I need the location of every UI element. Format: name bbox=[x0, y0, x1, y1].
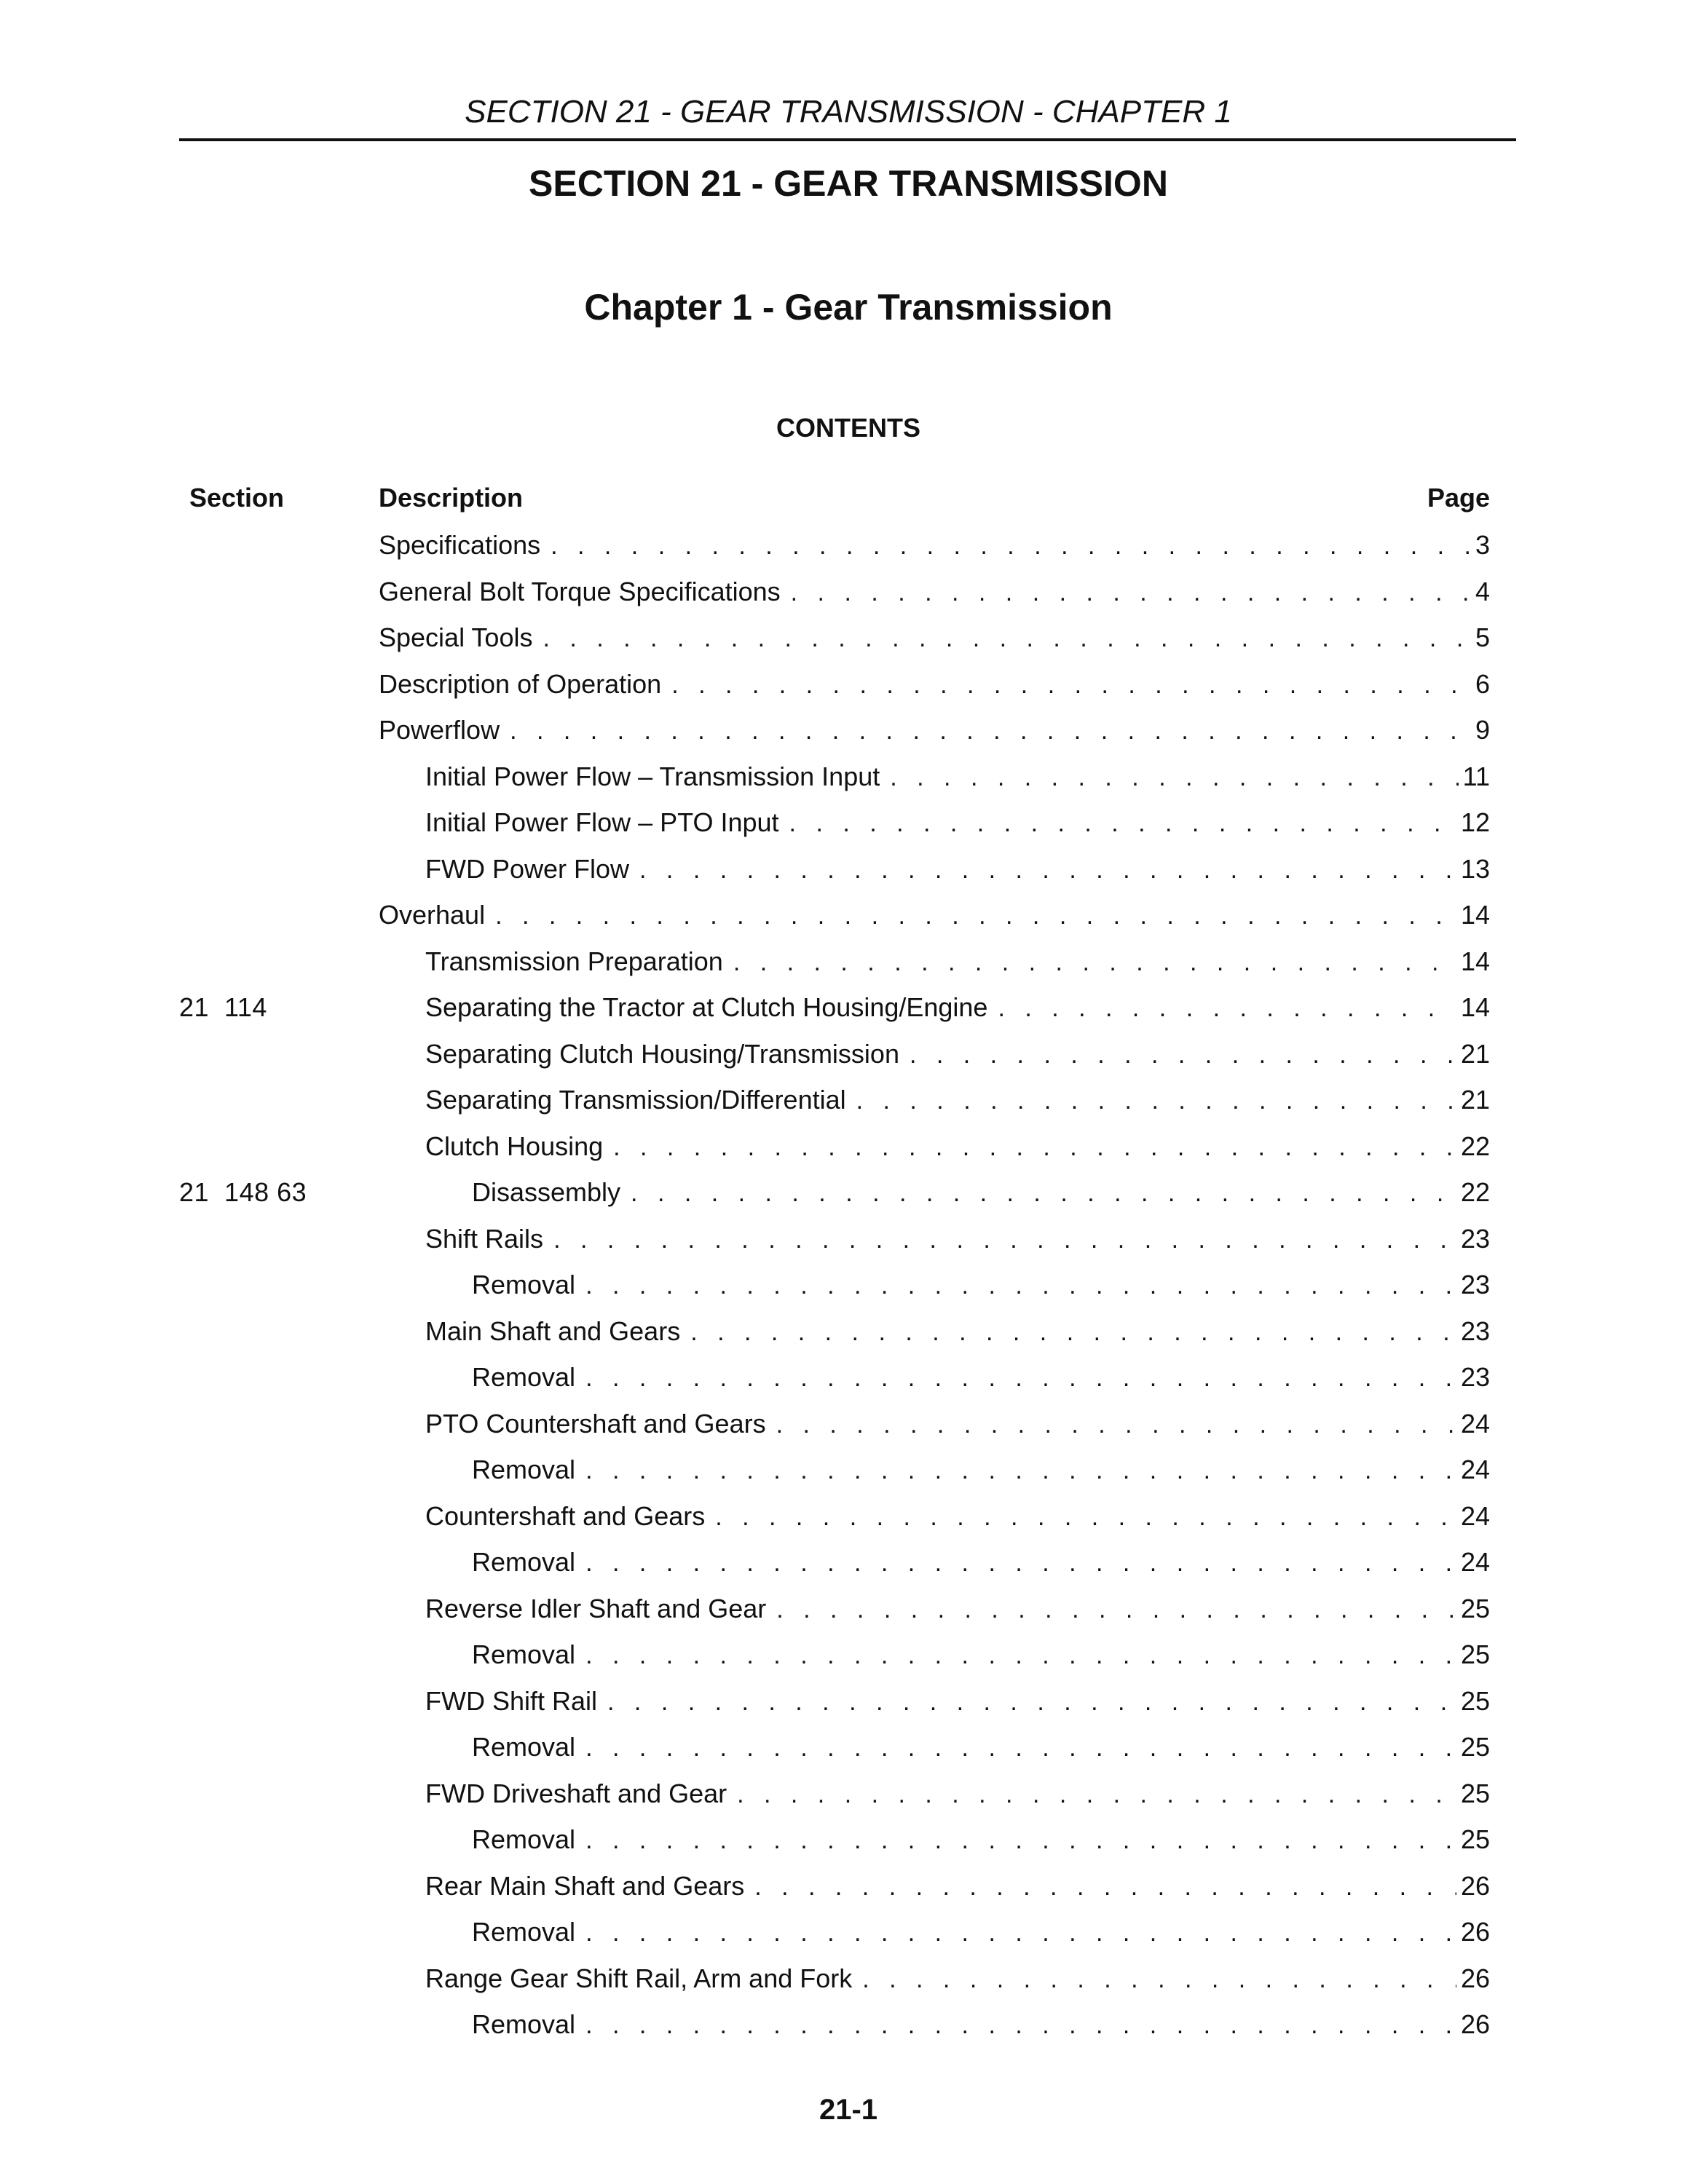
toc-entry-page: 24 bbox=[1460, 1408, 1490, 1439]
dot-leader bbox=[733, 946, 1456, 978]
toc-row bbox=[0, 1131, 1688, 1177]
toc-entry-page: 13 bbox=[1460, 853, 1490, 884]
toc-entry-page: 26 bbox=[1460, 1963, 1490, 1993]
toc-entry-page: 3 bbox=[1475, 530, 1490, 560]
toc-entry-page: 14 bbox=[1460, 992, 1490, 1022]
toc-entry[interactable] bbox=[472, 2009, 1490, 2041]
toc-entry[interactable] bbox=[472, 1824, 1490, 1856]
toc-entry-page: 14 bbox=[1460, 900, 1490, 930]
toc-row bbox=[0, 853, 1688, 900]
table-of-contents bbox=[0, 529, 1688, 2055]
toc-row bbox=[0, 668, 1688, 715]
toc-entry-page: 21 bbox=[1460, 1085, 1490, 1115]
toc-entry-title: Special Tools bbox=[379, 622, 543, 654]
toc-entry-title: Disassembly bbox=[472, 1176, 631, 1208]
toc-row bbox=[0, 2009, 1688, 2055]
toc-entry-page: 26 bbox=[1460, 2009, 1490, 2039]
toc-entry[interactable] bbox=[379, 668, 1490, 701]
toc-entry[interactable] bbox=[425, 1131, 1490, 1163]
toc-row bbox=[0, 1685, 1688, 1732]
toc-entry-title: Initial Power Flow – PTO Input bbox=[425, 807, 789, 839]
toc-entry[interactable] bbox=[379, 622, 1490, 654]
toc-entry-page: 25 bbox=[1460, 1685, 1490, 1716]
toc-row bbox=[0, 1454, 1688, 1500]
dot-leader bbox=[639, 854, 1456, 886]
dot-leader bbox=[789, 807, 1456, 839]
toc-entry[interactable] bbox=[425, 853, 1490, 886]
toc-entry-page: 25 bbox=[1460, 1824, 1490, 1854]
dot-leader bbox=[553, 1224, 1456, 1256]
toc-entry-title: Main Shaft and Gears bbox=[425, 1315, 690, 1348]
toc-row bbox=[0, 1315, 1688, 1362]
dot-leader bbox=[776, 1594, 1456, 1626]
toc-entry-title: Separating Clutch Housing/Transmission bbox=[425, 1038, 910, 1070]
toc-entry[interactable] bbox=[425, 1870, 1490, 1903]
toc-row bbox=[0, 1546, 1688, 1593]
toc-entry[interactable] bbox=[425, 946, 1490, 978]
dot-leader bbox=[856, 1085, 1456, 1117]
dot-leader bbox=[862, 1963, 1456, 1995]
toc-entry-page: 9 bbox=[1475, 715, 1490, 745]
toc-entry-page: 24 bbox=[1460, 1500, 1490, 1531]
toc-entry[interactable] bbox=[425, 1593, 1490, 1626]
toc-entry-page: 23 bbox=[1460, 1223, 1490, 1254]
toc-row bbox=[0, 1500, 1688, 1547]
dot-leader bbox=[690, 1316, 1456, 1348]
toc-entry[interactable] bbox=[425, 807, 1490, 839]
toc-row bbox=[0, 1408, 1688, 1455]
dot-leader bbox=[585, 1455, 1456, 1487]
toc-entry-title: Removal bbox=[472, 1916, 585, 1948]
toc-row bbox=[0, 1824, 1688, 1870]
toc-entry-page: 23 bbox=[1460, 1362, 1490, 1392]
toc-row bbox=[0, 807, 1688, 853]
toc-entry-page: 24 bbox=[1460, 1455, 1490, 1484]
dot-leader bbox=[585, 1547, 1456, 1579]
toc-row bbox=[0, 1963, 1688, 2009]
page-number: 21-1 bbox=[819, 2094, 878, 2126]
toc-row bbox=[0, 1593, 1688, 1639]
toc-row bbox=[0, 899, 1688, 946]
toc-entry[interactable] bbox=[472, 1546, 1490, 1579]
dot-leader bbox=[495, 900, 1456, 932]
dot-leader bbox=[585, 2009, 1456, 2041]
toc-row bbox=[0, 1084, 1688, 1131]
toc-entry-title: FWD Shift Rail bbox=[425, 1685, 607, 1717]
toc-entry-page: 12 bbox=[1460, 807, 1490, 837]
toc-entry-page: 5 bbox=[1475, 622, 1490, 652]
toc-row bbox=[0, 1361, 1688, 1408]
toc-entry-page: 4 bbox=[1475, 576, 1490, 606]
dot-leader bbox=[585, 1270, 1456, 1302]
toc-row bbox=[0, 1916, 1688, 1963]
toc-entry-title: Reverse Idler Shaft and Gear bbox=[425, 1593, 776, 1625]
toc-entry-title: Removal bbox=[472, 1361, 585, 1393]
running-head: SECTION 21 - GEAR TRANSMISSION - CHAPTER 1 bbox=[465, 94, 1232, 130]
dot-leader bbox=[754, 1871, 1456, 1903]
dot-leader bbox=[776, 1409, 1456, 1441]
dot-leader bbox=[910, 1039, 1456, 1071]
toc-row bbox=[0, 1223, 1688, 1270]
toc-entry[interactable] bbox=[425, 1778, 1490, 1811]
dot-leader bbox=[631, 1177, 1456, 1209]
running-head-rule bbox=[179, 138, 1516, 141]
toc-entry-title: FWD Power Flow bbox=[425, 853, 639, 885]
toc-entry-title: Powerflow bbox=[379, 714, 510, 746]
dot-leader bbox=[551, 530, 1471, 562]
toc-entry-title: Clutch Housing bbox=[425, 1131, 613, 1163]
toc-entry-title: Countershaft and Gears bbox=[425, 1500, 715, 1532]
toc-entry[interactable] bbox=[425, 761, 1490, 794]
toc-entry[interactable] bbox=[425, 1408, 1490, 1441]
toc-entry-title: Initial Power Flow – Transmission Input bbox=[425, 761, 890, 793]
toc-entry-title: Rear Main Shaft and Gears bbox=[425, 1870, 754, 1902]
dot-leader bbox=[585, 1639, 1456, 1671]
toc-entry-title: Removal bbox=[472, 1731, 585, 1763]
dot-leader bbox=[585, 1732, 1456, 1764]
toc-section-code: 21 114 bbox=[179, 992, 267, 1022]
toc-entry-page: 26 bbox=[1460, 1870, 1490, 1901]
toc-entry[interactable] bbox=[379, 576, 1490, 609]
toc-entry[interactable] bbox=[379, 529, 1490, 562]
toc-entry[interactable] bbox=[425, 1963, 1490, 1995]
toc-entry-page: 11 bbox=[1462, 761, 1490, 791]
column-header-page: Page bbox=[1427, 483, 1490, 513]
toc-row bbox=[0, 1269, 1688, 1315]
contents-title: CONTENTS bbox=[776, 413, 920, 443]
dot-leader bbox=[671, 669, 1471, 701]
column-header-description: Description bbox=[379, 483, 524, 513]
toc-row bbox=[0, 1176, 1688, 1223]
dot-leader bbox=[998, 992, 1456, 1024]
toc-row bbox=[0, 1038, 1688, 1085]
toc-entry-title: Transmission Preparation bbox=[425, 946, 733, 978]
dot-leader bbox=[585, 1362, 1456, 1394]
dot-leader bbox=[737, 1779, 1456, 1811]
toc-entry-title: Separating Transmission/Differential bbox=[425, 1084, 856, 1116]
toc-entry-page: 22 bbox=[1460, 1177, 1490, 1207]
toc-row bbox=[0, 1778, 1688, 1824]
toc-entry-page: 22 bbox=[1460, 1131, 1490, 1161]
toc-entry-title: Removal bbox=[472, 1546, 585, 1578]
toc-entry[interactable] bbox=[425, 1084, 1490, 1117]
toc-section-code: 21 148 63 bbox=[179, 1177, 307, 1207]
toc-entry[interactable] bbox=[472, 1454, 1490, 1487]
toc-entry-title: Separating the Tractor at Clutch Housing/Engine bbox=[425, 992, 998, 1024]
toc-entry[interactable] bbox=[425, 1315, 1490, 1348]
toc-entry[interactable] bbox=[472, 1269, 1490, 1302]
chapter-title: Chapter 1 - Gear Transmission bbox=[584, 287, 1113, 328]
toc-row bbox=[0, 1731, 1688, 1778]
toc-entry-title: PTO Countershaft and Gears bbox=[425, 1408, 776, 1440]
toc-entry-page: 26 bbox=[1460, 1917, 1490, 1947]
dot-leader bbox=[510, 715, 1471, 747]
toc-entry-title: Shift Rails bbox=[425, 1223, 553, 1255]
toc-entry[interactable] bbox=[425, 1038, 1490, 1071]
toc-entry-title: Range Gear Shift Rail, Arm and Fork bbox=[425, 1963, 862, 1995]
toc-entry[interactable] bbox=[472, 1176, 1490, 1209]
toc-entry-page: 25 bbox=[1460, 1593, 1490, 1623]
toc-row bbox=[0, 714, 1688, 761]
toc-entry[interactable] bbox=[379, 899, 1490, 932]
dot-leader bbox=[585, 1824, 1456, 1856]
toc-entry[interactable] bbox=[425, 992, 1490, 1024]
toc-row bbox=[0, 529, 1688, 576]
toc-entry-title: Description of Operation bbox=[379, 668, 671, 700]
toc-entry-page: 23 bbox=[1460, 1270, 1490, 1299]
dot-leader bbox=[585, 1917, 1456, 1949]
dot-leader bbox=[613, 1131, 1456, 1163]
toc-entry-page: 14 bbox=[1460, 946, 1490, 976]
toc-row bbox=[0, 1870, 1688, 1917]
toc-entry[interactable] bbox=[425, 1685, 1490, 1718]
toc-entry-page: 25 bbox=[1460, 1639, 1490, 1669]
toc-entry-title: Specifications bbox=[379, 529, 551, 561]
dot-leader bbox=[607, 1686, 1456, 1718]
toc-row bbox=[0, 1639, 1688, 1685]
dot-leader bbox=[543, 622, 1471, 654]
dot-leader bbox=[791, 577, 1471, 609]
dot-leader bbox=[715, 1501, 1456, 1533]
toc-entry-page: 23 bbox=[1460, 1315, 1490, 1346]
toc-entry[interactable] bbox=[425, 1223, 1490, 1256]
toc-entry-title: Removal bbox=[472, 1824, 585, 1856]
toc-entry-page: 21 bbox=[1460, 1038, 1490, 1069]
toc-entry[interactable] bbox=[472, 1731, 1490, 1764]
toc-entry[interactable] bbox=[472, 1916, 1490, 1949]
toc-row bbox=[0, 622, 1688, 668]
toc-entry-title: Removal bbox=[472, 1639, 585, 1671]
toc-entry-page: 6 bbox=[1475, 668, 1490, 699]
toc-entry[interactable] bbox=[425, 1500, 1490, 1533]
toc-row bbox=[0, 992, 1688, 1038]
section-title: SECTION 21 - GEAR TRANSMISSION bbox=[529, 163, 1168, 204]
dot-leader bbox=[890, 761, 1458, 794]
toc-entry-page: 25 bbox=[1460, 1732, 1490, 1762]
toc-entry[interactable] bbox=[472, 1639, 1490, 1671]
toc-entry-title: Removal bbox=[472, 1454, 585, 1486]
toc-row bbox=[0, 761, 1688, 807]
toc-entry[interactable] bbox=[379, 714, 1490, 747]
toc-entry-title: General Bolt Torque Specifications bbox=[379, 576, 791, 608]
toc-entry-page: 24 bbox=[1460, 1547, 1490, 1577]
column-header-section: Section bbox=[189, 483, 285, 513]
toc-entry-title: Removal bbox=[472, 2009, 585, 2041]
toc-entry-page: 25 bbox=[1460, 1778, 1490, 1808]
toc-entry-title: FWD Driveshaft and Gear bbox=[425, 1778, 737, 1810]
toc-entry-title: Removal bbox=[472, 1269, 585, 1301]
toc-row bbox=[0, 946, 1688, 992]
toc-entry-title: Overhaul bbox=[379, 899, 495, 931]
toc-entry[interactable] bbox=[472, 1361, 1490, 1394]
toc-row bbox=[0, 576, 1688, 622]
